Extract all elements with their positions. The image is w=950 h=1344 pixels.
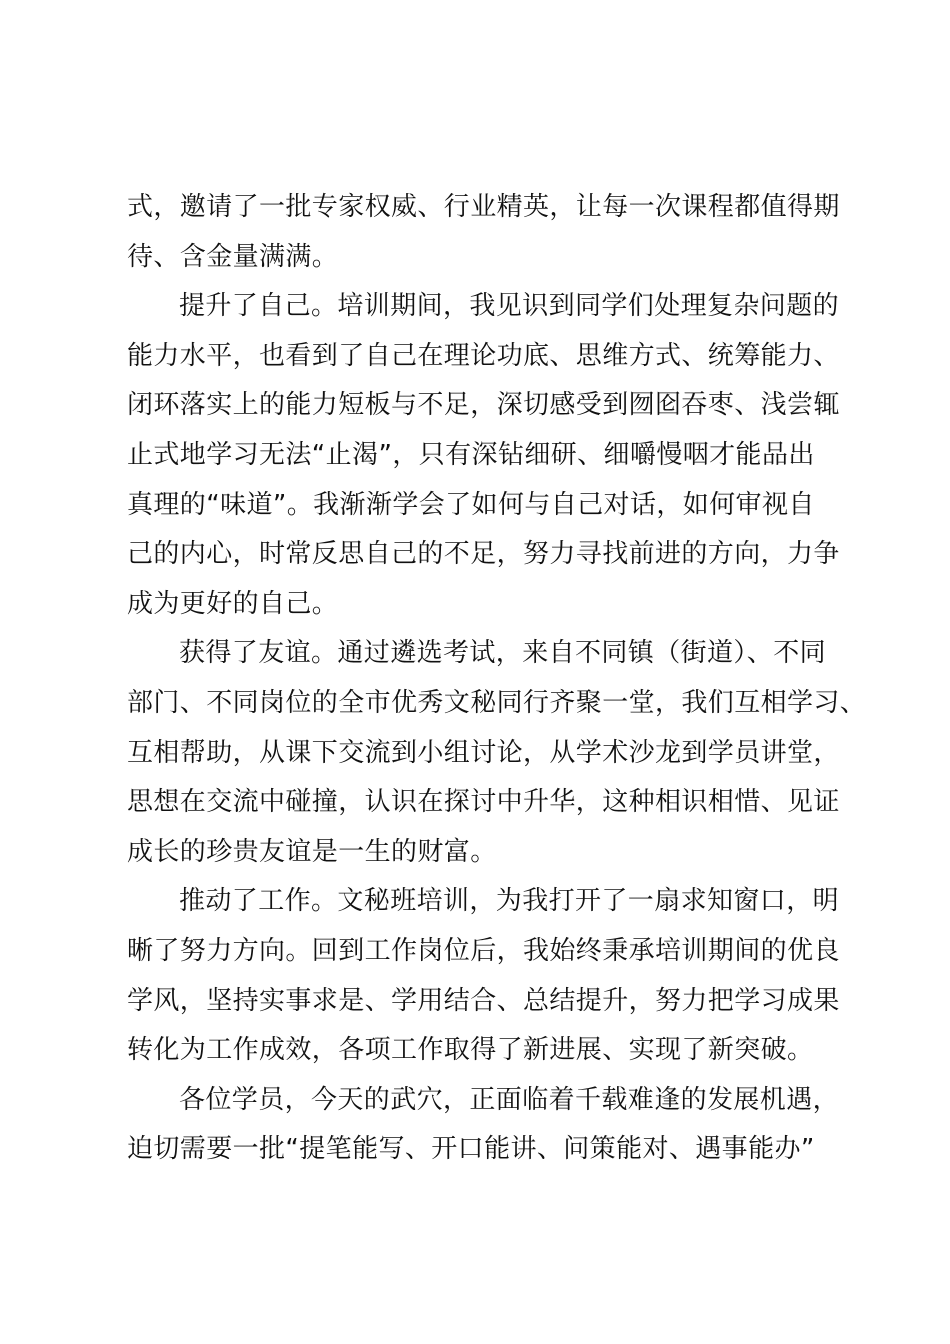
paragraph-start-line: 各位学员，今天的武穴，正面临着千载难逢的发展机遇， (179, 1084, 840, 1115)
text-line: 己的内心，时常反思自己的不足，努力寻找前进的方向，力争 (127, 539, 840, 570)
text-line: 部门、不同岗位的全市优秀文秘同行齐聚一堂，我们互相学习、 (127, 687, 867, 718)
text-line: 互相帮助，从课下交流到小组讨论，从学术沙龙到学员讲堂， (127, 737, 840, 768)
text-line: 真理的“味道”。我渐渐学会了如何与自己对话，如何审视自 (127, 489, 815, 520)
text-line: 闭环落实上的能力短板与不足，深切感受到囫囵吞枣、浅尝辄 (127, 390, 840, 421)
text-line: 思想在交流中碰撞，认识在探讨中升华，这种相识相惜、见证 (127, 787, 840, 818)
text-line: 迫切需要一批“提笔能写、开口能讲、问策能对、遇事能办” (127, 1134, 815, 1165)
paragraph-start-line: 提升了自己。培训期间，我见识到同学们处理复杂问题的 (179, 291, 840, 322)
text-line: 晰了努力方向。回到工作岗位后，我始终秉承培训期间的优良 (127, 935, 840, 966)
text-line: 成长的珍贵友谊是一生的财富。 (127, 836, 497, 867)
paragraph-start-line: 推动了工作。文秘班培训，为我打开了一扇求知窗口，明 (179, 886, 840, 917)
text-line: 转化为工作成效，各项工作取得了新进展、实现了新突破。 (127, 1035, 814, 1066)
text-line: 式，邀请了一批专家权威、行业精英，让每一次课程都值得期 (127, 192, 840, 222)
text-line: 止式地学习无法“止渴”，只有深钻细研、细嚼慢咽才能品出 (127, 439, 815, 470)
text-line: 学风，坚持实事求是、学用结合、总结提升，努力把学习成果 (127, 985, 840, 1016)
text-line: 成为更好的自己。 (127, 588, 339, 619)
paragraph-start-line: 获得了友谊。通过遴选考试，来自不同镇（街道）、不同 (179, 638, 827, 669)
document-body (127, 183, 867, 1175)
text-line: 能力水平，也看到了自己在理论功底、思维方式、统筹能力、 (127, 340, 840, 371)
text-line: 待、含金量满满。 (127, 241, 339, 272)
